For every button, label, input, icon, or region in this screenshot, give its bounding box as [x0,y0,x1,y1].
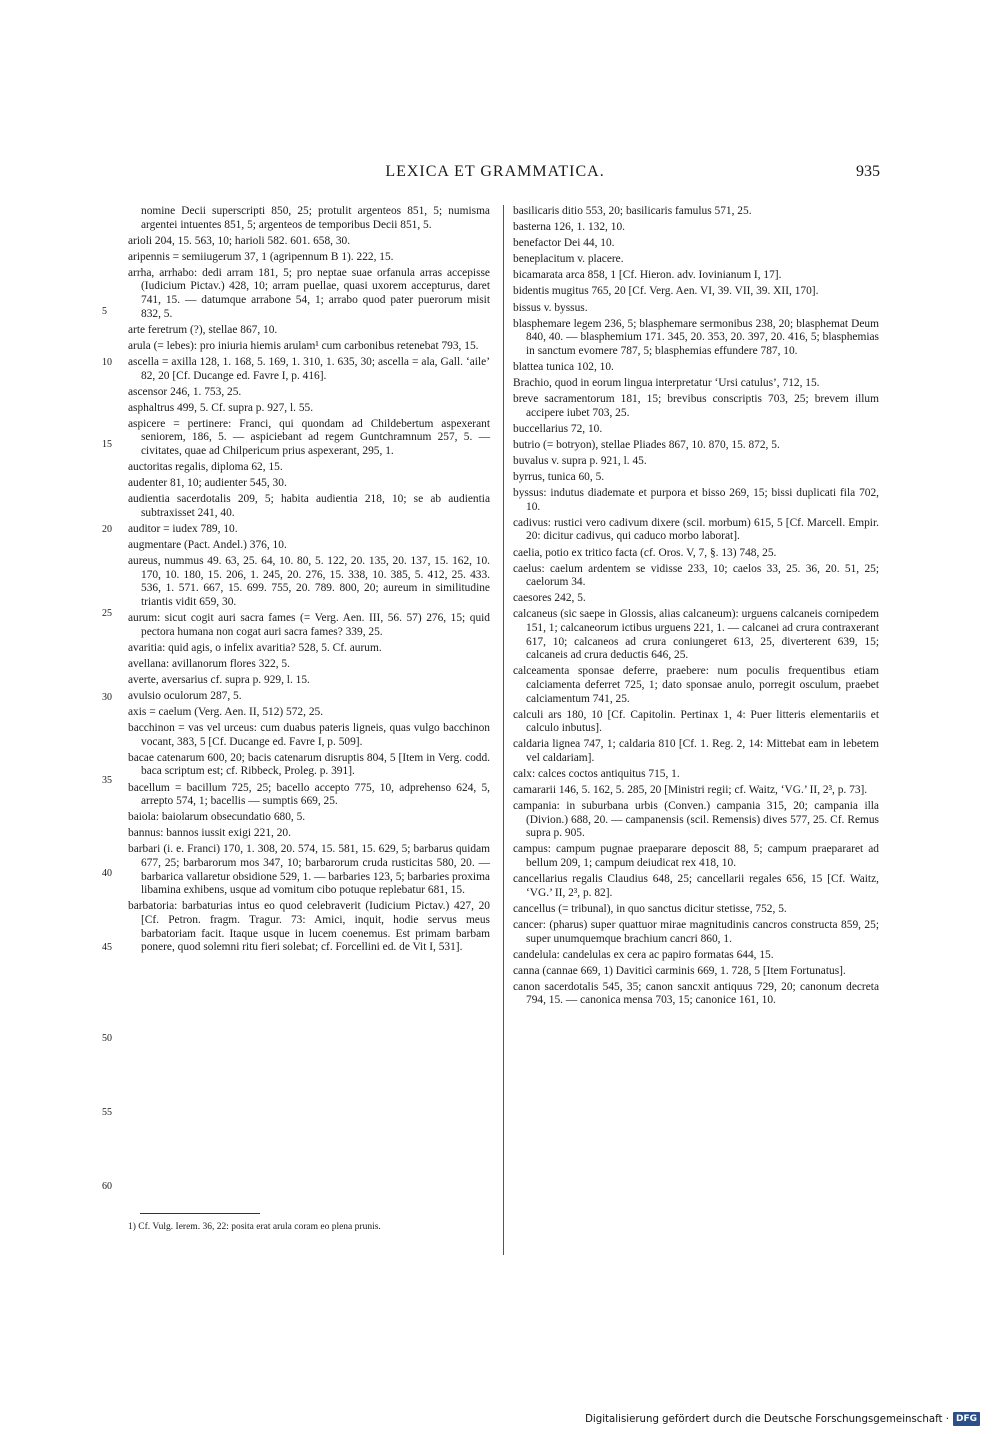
digitization-credit [585,1412,980,1426]
page-number: 935 [856,163,880,180]
lexicon-entry: avulsio oculorum 287, 5. [128,690,242,702]
lexicon-entry: arrha, arrhabo: dedi arram 181, 5; pro neptae suae orfanula arras accepisse (Iudicium Pictav.) 428, 10; arram puellae, quasi uxorem accepturus, daret 741, 15. — datumque arrabone 54, 1; arrabo quod pater puerorum misit 832, 5. [128,266,490,320]
line-number: 20 [102,524,112,535]
lexicon-entry: calculi ars 180, 10 [Cf. Capitolin. Pertinax 1, 4: Puer litteris elementariis et calculo inbutus]. [513,708,879,735]
lexicon-entry: calcaneus (sic saepe in Glossis, alias calcaneum): urguens calcaneis cornipedem 151, 1; calcaneorum ictibus urguens 221, 1. — calcanei ad crura contraxerant 617, 10; calcaneos ad crura coniungeret 613, 25, diverterent 639, 15; calcaneis ad crura deductis 646, 25. [513,608,879,662]
lexicon-entry: bissus v. byssus. [513,301,588,314]
running-title: LEXICA ET GRAMMATICA. [385,163,605,180]
lexicon-entry: basterna 126, 1. 132, 10. [513,221,625,234]
lexicon-entry: breve sacramentorum 181, 15; brevibus conscriptis 703, 25; brevem illum accipere iubet 703, 25. [513,393,879,419]
line-number: 55 [102,1107,112,1118]
lexicon-entry: buccellarius 72, 10. [513,422,603,435]
lexicon-entry: auditor = iudex 789, 10. [128,522,238,535]
lexicon-entry: byssus: indutus diademate et purpora et bisso 269, 15; bissi duplicati fila 702, 10. [513,487,879,513]
lexicon-entry: candelula: candelulas ex cera ac papiro formatas 644, 15. [513,948,774,961]
lexicon-entry: butrio (= botryon), stellae Pliades 867, 10. 870, 15. 872, 5. [513,438,780,451]
lexicon-entry: bicamarata arca 858, 1 [Cf. Hieron. adv. Iovinianum I, 17]. [513,269,782,282]
lexicon-entry: barbatoria: barbaturias intus eo quod celebraverit (Iudicium Pictav.) 427, 20 [Cf. Petron. fragm. Tragur. 73: Amici, inquit, hodie servus meus barbatoriam facit. Itaque usque in lucem coenemus. Est primam barbam ponere, quod solemni ritu fieri solebat; cf. Forcellini ed. de Vit I, 531]. [128,900,490,954]
lexicon-entry: aripennis = semiiugerum 37, 1 (agripennum B 1). 222, 15. [128,250,394,263]
lexicon-entry: campus: campum pugnae praeparare deposcit 88, 5; campum praepararet ad bellum 209, 1; campum deiudicat rex 418, 10. [513,843,879,870]
line-number: 35 [102,775,112,786]
lexicon-entry: caelus: caelum ardentem se vidisse 233, 10; caelos 33, 25. 36, 20. 51, 25; caelorum 34. [513,562,879,589]
lexicon-entry: beneplacitum v. placere. [513,253,624,266]
lexicon-entry: axis = caelum (Verg. Aen. II, 512) 572, 25. [128,706,324,719]
lexicon-entry: arioli 204, 15. 563, 10; harioli 582. 601. 658, 30. [128,234,351,247]
line-number: 25 [102,608,112,619]
lexicon-entry: calx: calces coctos antiquitus 715, 1. [513,767,680,780]
footnote: 1) Cf. Vulg. Ierem. 36, 22: posita erat arula coram eo plena prunis. [128,1222,381,1232]
lexicon-entry: canna (cannae 669, 1) Daviticì carminis 669, 1. 728, 5 [Item Fortunatus]. [513,964,846,977]
line-number: 15 [102,439,112,450]
lexicon-entry: arula (= lebes): pro iniuria hiemis arulam¹ cum carbonibus retenebat 793, 15. [128,339,479,352]
lexicon-entry: baiola: baiolarum obsecundatio 680, 5. [128,811,306,824]
lexicon-entry: blasphemare legem 236, 5; blasphemare sermonibus 238, 20; blasphemat Deum 840, 40. — blasphemium 171. 345, 20. 353, 20. 397, 20. 416, 5; blasphemias in sanctum evomere 787, 5; blasphemias effundere 787, 10. [513,317,879,357]
lexicon-entry: campania: in suburbana urbis (Conven.) campania 315, 20; campania illa (Divion.) 688, 20. — campanensis (scil. Remensis) dives 577, 25. Cf. Remus supra p. 905. [513,800,879,840]
lexicon-entry: ascensor 246, 1. 753, 25. [128,385,242,398]
line-number: 45 [102,942,112,953]
line-number: 30 [102,692,112,703]
lexicon-entry: bannus: bannos iussit exigi 221, 20. [128,827,291,840]
lexicon-entry: cancellarius regalis Claudius 648, 25; cancellarii regales 656, 15 [Cf. Waitz, ‘VG.’ II, 2³, p. 82]. [513,873,879,899]
lexicon-entry: buvalus v. supra p. 921, l. 45. [513,455,647,467]
lexicon-entry: arte feretrum (?), stellae 867, 10. [128,323,278,336]
lexicon-entry: ascella = axilla 128, 1. 168, 5. 169, 1. 310, 1. 635, 30; ascella = ala, Gall. ‘aile’ 82, 20 [Cf. Ducange ed. Favre I, p. 416]. [128,355,490,382]
line-number: 60 [102,1181,112,1192]
lexicon-entry: caesores 242, 5. [513,592,586,605]
lexicon-entry: bacchinon = vas vel urceus: cum duabus pateris ligneis, quas vulgo bacchinon vocant, 383, 5 [Cf. Ducange ed. Favre I, p. 509]. [128,722,490,748]
lexicon-entry: auctoritas regalis, diploma 62, 15. [128,461,283,474]
footnote-rule [140,1213,260,1214]
lexicon-entry: bacellum = bacillum 725, 25; bacello accepto 775, 10, adprehenso 624, 5, arrepto 574, 1; bacellis — sumptis 669, 25. [128,781,490,808]
page-header [110,163,880,187]
line-number: 40 [102,868,112,879]
lexicon-entry: caelia, potio ex tritico facta (cf. Oros. V, 7, §. 13) 748, 25. [513,546,777,559]
lexicon-entry: avellana: avillanorum flores 322, 5. [128,657,290,670]
lexicon-entry: cancellus (= tribunal), in quo sanctus dicitur stetisse, 752, 5. [513,902,787,915]
lexicon-entry: asphaltrus 499, 5. Cf. supra p. 927, l. 55. [128,401,314,414]
lexicon-entry: caldaria lignea 747, 1; caldaria 810 [Cf. 1. Reg. 2, 14: Mittebat eam in lebetem vel caldariam]. [513,738,879,764]
line-number: 50 [102,1033,112,1044]
lexicon-entry: byrrus, tunica 60, 5. [513,471,605,484]
lexicon-entry: Brachio, quod in eorum lingua interpretatur ‘Ursi catulus’, 712, 15. [513,377,820,390]
left-column [128,205,490,957]
lexicon-entry: audientia sacerdotalis 209, 5; habita audientia 218, 10; se ab audientia subtraxisset 241, 40. [128,493,490,519]
lexicon-entry: nomine Decii superscripti 850, 25; protulit argenteos 851, 5; numisma argentei intuentes 851, 5; argenteos de temporibus Decii 851, 5. [141,205,490,231]
lexicon-entry: avaritia: quid agis, o infelix avaritia? 528, 5. Cf. aurum. [128,641,382,654]
lexicon-entry: blattea tunica 102, 10. [513,360,614,373]
column-divider [503,205,504,1255]
lexicon-entry: aurum: sicut cogit auri sacra fames (= Verg. Aen. III, 56. 57) 276, 15; quid pectora humana non cogat auri sacra fames? 339, 25. [128,612,490,638]
credit-text: Digitalisierung gefördert durch die Deutsche Forschungsgemeinschaft · [585,1413,949,1425]
lexicon-entry: camararii 146, 5. 162, 5. 285, 20 [Ministri regii; cf. Waitz, ‘VG.’ II, 2³, p. 73]. [513,784,868,797]
lexicon-entry: bacae catenarum 600, 20; bacis catenarum disruptis 804, 5 [Item in Verg. codd. baca scriptum est; cf. Ribbeck, Proleg. p. 391]. [128,751,490,778]
lexicon-entry: averte, aversarius cf. supra p. 929, l. 15. [128,673,310,686]
lexicon-entry: augmentare (Pact. Andel.) 376, 10. [128,539,287,552]
lexicon-entry: cancer: (pharus) super quattuor mirae magnitudinis cancros constructa 859, 25; super unumquemque brachium cancri 860, 1. [513,918,879,945]
lexicon-entry: audenter 81, 10; audienter 545, 30. [128,477,287,490]
lexicon-entry: cadivus: rustici vero cadivum dixere (scil. morbum) 615, 5 [Cf. Marcell. Empir. 20: dicitur cadivus, qui caduco morbo laborat]. [513,516,879,543]
lexicon-entry: bidentis mugitus 765, 20 [Cf. Verg. Aen. VI, 39. VII, 39. XII, 170]. [513,285,819,298]
line-number: 5 [102,306,107,317]
lexicon-entry: calceamenta sponsae deferre, praebere: num poculis frequentibus etiam calciamenta deferret 725, 1; dato sponsae anulo, porregit osculum, praebet calciamentum 741, 25. [513,665,879,705]
lexicon-entry: benefactor Dei 44, 10. [513,237,615,250]
lexicon-entry: aspicere = pertinere: Franci, qui quondam ad Childebertum aspexerant seniorem, 186, 5. — aspiciebant ad regem Guntchramnum 257, 5. — civitates, quae ad Chilpericum prius aspexerant, 295, 1. [128,417,490,457]
lexicon-entry: aureus, nummus 49. 63, 25. 64, 10. 80, 5. 122, 20. 135, 20. 137, 15. 162, 10. 170, 10. 180, 15. 206, 1. 245, 20. 276, 15. 338, 10. 385, 5. 412, 25. 433. 536, 1. 571. 667, 15. 699. 755, 20. 789. 800, 20; aureum in similitudine triantis vidit 659, 30. [128,555,490,608]
lexicon-entry: barbari (i. e. Franci) 170, 1. 308, 20. 574, 15. 581, 15. 629, 5; barbarus quidam 677, 25; barbarorum mos 347, 10; barbarorum cruda rusticitas 580, 20. — barbarica vallaretur obsidione 529, 1. — barbaries 123, 5; barbaries proxima libamina exhibens, usque ad vomitum cibo potuque replebatur 681, 15. [128,843,490,897]
line-number: 10 [102,357,112,368]
lexicon-entry: canon sacerdotalis 545, 35; canon sancxit antiquus 729, 20; canonum decreta 794, 15. — canonica mensa 703, 15; canonice 161, 10. [513,980,879,1007]
dfg-logo: DFG [953,1412,980,1426]
right-column [513,205,879,1010]
lexicon-entry: basilicaris ditio 553, 20; basilicaris famulus 571, 25. [513,205,752,217]
